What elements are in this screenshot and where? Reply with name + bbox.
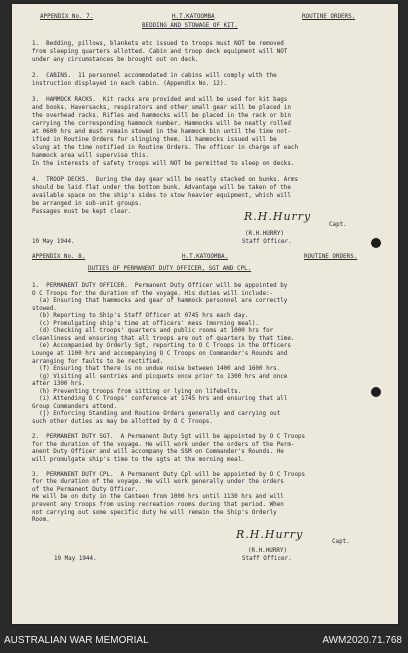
section-1-text-line: In the interests of safety troops will NOT be permitted to sleep on decks.: [32, 161, 295, 167]
section-1-text-line: the overhead racks. Rifles and hammocks will be placed in the rack or bin: [32, 113, 291, 119]
signature-1: R.H.Hurry: [244, 210, 312, 223]
section-2-text-line: for the duration of the voyage. He will work under the orders of the Perm-: [32, 441, 295, 448]
section-2-text-line: Lounge at 1100 hrs and accompanying O C Troops on Commander's Rounds and: [32, 350, 288, 357]
section-1-text-line: 2. CABINS. 11 personnel accommodated in cabins will comply with the: [32, 73, 277, 79]
section-2-text-line: Room.: [32, 517, 50, 524]
section-2-text-line: for the duration of the voyage. He will work generally under the orders: [32, 479, 284, 486]
ship-name-1: H.T.KATOOMBA: [172, 14, 215, 20]
section-2-text-line: He will be on duty in the Canteen from 1000 hrs until 1130 hrs and will: [32, 494, 284, 501]
section-1-text-line: hammock area will supervise this.: [32, 153, 150, 159]
institution-name: AUSTRALIAN WAR MEMORIAL: [4, 635, 149, 646]
section-2-text-line: (c) Promulgating ship's time at officers' mess (morning meal).: [32, 320, 259, 327]
section-2-text-line: prevent any troops from using recreation rooms during that period. When: [32, 501, 284, 508]
section-1-text-line: Passages must be kept clear.: [32, 209, 132, 215]
role-1: Staff Officer.: [242, 239, 292, 245]
name-2: (R.H.HURRY): [248, 548, 288, 554]
orders-label-2: ROUTINE ORDERS.: [304, 254, 358, 260]
section-1-text-line: 3. HAMMOCK RACKS. Kit racks are provided and will be used for kit bags: [32, 97, 288, 103]
section-2-text-line: (d) Checking all troops' quarters and public rooms at 1000 hrs for: [32, 328, 274, 335]
section-2-text-line: (f) Ensuring that there is no undue noise between 1400 and 1600 hrs.: [32, 366, 281, 373]
appendix-7-label: APPENDIX No. 7.: [40, 14, 94, 20]
orders-label-1: ROUTINE ORDERS.: [302, 14, 356, 20]
section-1-text-line: 1. Bedding, pillows, blankets etc issued to troops must NOT be removed: [32, 41, 284, 47]
name-1: (R.H.HURRY): [245, 231, 285, 237]
section-1-text-line: ified in Routine Orders for slinging them. 11 hammocks issued will be: [32, 137, 277, 143]
section-2-text-line: such other duties as may be allotted by O C Troops.: [32, 418, 213, 425]
section-2-text-line: after 1300 hrs.: [32, 381, 86, 388]
role-2: Staff Officer.: [242, 556, 292, 562]
section-1-text-line: at 0600 hrs and must remain stowed in the hammock bin until the time not-: [32, 129, 291, 135]
section-2-text-line: O C Troops for the duration of the voyage. His duties will include:-: [32, 290, 274, 297]
document-page: [12, 4, 398, 624]
section-2-text-line: arranging for faults to be rectified.: [32, 358, 164, 365]
section-2-text-line: (a) Ensuring that hammocks and gear of hammock personnel are correctly: [32, 298, 288, 305]
section-2-text-line: of the Permanent Duty Officer.: [32, 486, 139, 493]
section-2-text-line: cleanliness and ensuring that all troops are out of quarters by that time.: [32, 335, 295, 342]
section-2-text-line: (h) Preventing troops from sitting or lying on lifebelts.: [32, 388, 242, 395]
date-1: 19 May 1944.: [32, 239, 75, 245]
section-2-text-line: (b) Reporting to Ship's Staff Officer at 0745 hrs each day.: [32, 313, 249, 320]
section-1-text-line: should be laid flat under the bottom bunk. Advantage will be taken of the: [32, 185, 291, 191]
section-2-text-line: Group Commanders attend.: [32, 403, 118, 410]
section-1-text-line: 4. TROOP DECKS. During the day gear will be neatly stacked on bunks. Arms: [32, 177, 298, 183]
footer-bar: [0, 630, 408, 653]
accession-number: AWM2020.71.768: [322, 635, 402, 646]
section-1-text-line: instruction displayed in each cabin. (Appendix No. 12).: [32, 81, 228, 87]
section-2-text-line: will promulgate ship's time to the sgts at the morning meal.: [32, 456, 245, 463]
section-2-text-line: stowed.: [32, 305, 57, 312]
section-2-text-line: 3. PERMANENT DUTY CPL. A Permanent Duty Cpl will be appointed by O C Troops: [32, 471, 306, 478]
section-1-text-line: and books. Haversacks, respirators and other small gear will be placed in: [32, 105, 291, 111]
section-1-text-line: under any circumstances be brought out on deck.: [32, 57, 199, 63]
rank-1: Capt.: [329, 222, 347, 228]
section-2-title: DUTIES OF PERMANENT DUTY OFFICER, SGT AND CPL.: [88, 266, 252, 272]
section-1-text-line: be arranged in sub-unit groups.: [32, 201, 142, 207]
ship-name-2: H.T.KATOOMBA.: [182, 254, 229, 260]
section-2-text-line: 1. PERMANENT DUTY OFFICER. Permanent Duty Officer will be appointed by: [32, 283, 288, 289]
section-2-text-line: (i) Attending O C Troops' conference at 1745 hrs and ensuring that all: [32, 396, 288, 403]
section-1-text-line: carrying the corresponding hammock number. Hammocks will be neatly rolled: [32, 121, 291, 127]
section-1-text-line: available space on the ship's sides to stow heavier equipment, which will: [32, 193, 291, 199]
typed-text-area: [12, 4, 398, 624]
section-2-text-line: 2. PERMANENT DUTY SGT. A Permanent Duty Sgt will be appointed by O C Troops: [32, 434, 306, 440]
section-2-text-line: anent Duty Officer and will accompany the SSM on Commander's Rounds. He: [32, 449, 284, 456]
section-2-text-line: not carrying out some specific duty he will remain the Ship's Orderly: [32, 509, 277, 516]
section-1-text-line: from sleeping quarters allotted. Cabin and troop deck equipment will NOT: [32, 49, 288, 55]
date-2: 19 May 1944.: [54, 556, 97, 562]
section-2-text-line: (g) Visiting all sentries and picquets once prior to 1300 hrs and once: [32, 373, 288, 380]
rank-2: Capt.: [332, 539, 350, 545]
section-2-text-line: (j) Enforcing Standing and Routine Orders generally and carrying out: [32, 411, 281, 418]
section-2-text-line: (e) Accompanied by Orderly Sgt, reporting to O C Troops in the Officers: [32, 343, 291, 350]
section-1-text-line: slung at the time notified in Routine Orders. The officer in charge of each: [32, 145, 298, 151]
section-1-title: BEDDING AND STOWAGE OF KIT.: [142, 23, 238, 29]
signature-2: R.H.Hurry: [236, 528, 304, 541]
appendix-8-label: APPENDIX No. 8.: [32, 254, 86, 260]
